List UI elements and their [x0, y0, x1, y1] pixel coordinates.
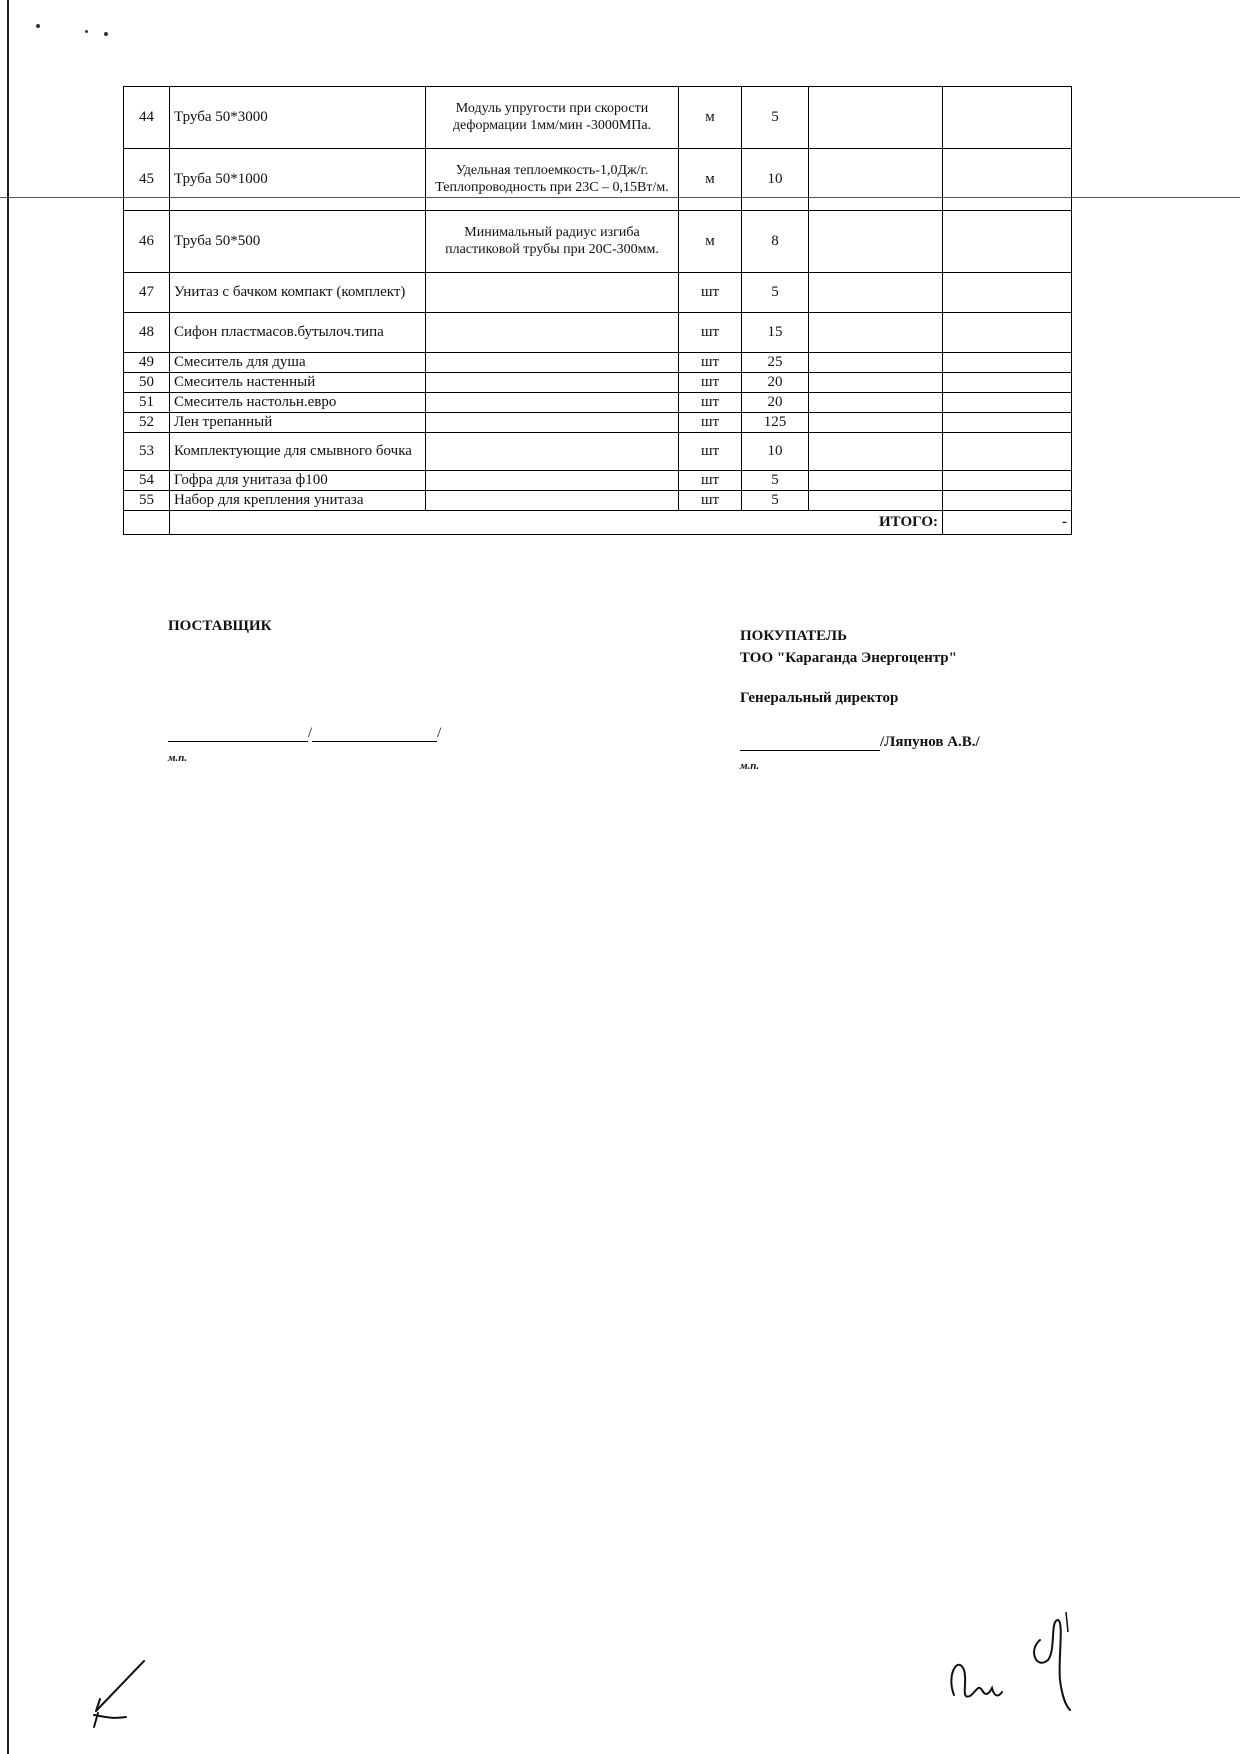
- table-row: [124, 211, 1072, 273]
- item-sum: [943, 471, 1072, 491]
- table-row: [124, 87, 1072, 149]
- item-sum: [943, 149, 1072, 211]
- row-number: 55: [124, 491, 170, 511]
- row-number: 53: [124, 433, 170, 471]
- table-row: [124, 149, 1072, 211]
- item-spec: [426, 491, 679, 511]
- row-number: 44: [124, 87, 170, 149]
- table-row: [124, 373, 1072, 393]
- item-price: [809, 491, 943, 511]
- item-spec: [426, 313, 679, 353]
- item-quantity: 20: [742, 373, 809, 393]
- row-number: 45: [124, 149, 170, 211]
- item-unit: м: [679, 87, 742, 149]
- buyer-position: Генеральный директор: [740, 690, 899, 706]
- item-price: [809, 149, 943, 211]
- item-name: Смеситель настольн.евро: [170, 393, 426, 413]
- signature-mark-right: [940, 1600, 1100, 1720]
- item-spec: Модуль упругости при скорости деформации 1мм/мин -3000МПа.: [426, 87, 679, 149]
- total-label: ИТОГО:: [170, 511, 943, 535]
- table-row: [124, 273, 1072, 313]
- supplier-slash-1: /: [308, 725, 313, 741]
- row-number: 49: [124, 353, 170, 373]
- item-spec: [426, 273, 679, 313]
- item-spec: Удельная теплоемкость-1,0Дж/г. Теплопроводность при 23С – 0,15Вт/м.: [426, 149, 679, 211]
- item-quantity: 10: [742, 433, 809, 471]
- item-name: Гофра для унитаза ф100: [170, 471, 426, 491]
- buyer-heading: ПОКУПАТЕЛЬ: [740, 628, 848, 644]
- row-number: 47: [124, 273, 170, 313]
- scan-speck: [36, 24, 40, 28]
- item-sum: [943, 413, 1072, 433]
- item-spec: [426, 413, 679, 433]
- item-sum: [943, 273, 1072, 313]
- item-unit: шт: [679, 273, 742, 313]
- item-price: [809, 313, 943, 353]
- table-row: [124, 491, 1072, 511]
- item-unit: шт: [679, 393, 742, 413]
- items-table-body: [124, 87, 1072, 511]
- supplier-signature-field: [168, 725, 308, 742]
- scan-speck: [85, 30, 88, 33]
- row-number: 48: [124, 313, 170, 353]
- row-number: 46: [124, 211, 170, 273]
- item-name: Труба 50*500: [170, 211, 426, 273]
- item-unit: шт: [679, 313, 742, 353]
- item-sum: [943, 211, 1072, 273]
- row-number: 51: [124, 393, 170, 413]
- item-quantity: 8: [742, 211, 809, 273]
- item-unit: шт: [679, 413, 742, 433]
- supplier-name-field: [312, 725, 437, 742]
- item-spec: [426, 373, 679, 393]
- scan-speck: [104, 32, 108, 36]
- item-price: [809, 471, 943, 491]
- item-quantity: 125: [742, 413, 809, 433]
- table-row: [124, 471, 1072, 491]
- supplier-heading: ПОСТАВЩИК: [168, 618, 272, 634]
- table-row: [124, 353, 1072, 373]
- item-sum: [943, 491, 1072, 511]
- item-unit: шт: [679, 471, 742, 491]
- item-quantity: 5: [742, 491, 809, 511]
- table-row: [124, 413, 1072, 433]
- item-spec: [426, 433, 679, 471]
- table-row: [124, 433, 1072, 471]
- supplier-signature-line: [168, 725, 441, 742]
- item-quantity: 25: [742, 353, 809, 373]
- buyer-signature-field: [740, 734, 880, 751]
- item-spec: Минимальный радиус изгиба пластиковой трубы при 20С-300мм.: [426, 211, 679, 273]
- item-price: [809, 373, 943, 393]
- row-number: 54: [124, 471, 170, 491]
- item-sum: [943, 433, 1072, 471]
- item-sum: [943, 373, 1072, 393]
- item-name: Труба 50*3000: [170, 87, 426, 149]
- item-name: Унитаз с бачком компакт (комплект): [170, 273, 426, 313]
- item-price: [809, 413, 943, 433]
- buyer-stamp: м.п.: [740, 760, 760, 772]
- item-quantity: 20: [742, 393, 809, 413]
- buyer-company: ТОО "Караганда Энергоцентр": [740, 650, 957, 666]
- initials-mark-left: [86, 1655, 156, 1735]
- supplier-block: [168, 618, 271, 635]
- item-sum: [943, 393, 1072, 413]
- item-quantity: 5: [742, 273, 809, 313]
- item-spec: [426, 353, 679, 373]
- item-unit: шт: [679, 433, 742, 471]
- item-sum: [943, 353, 1072, 373]
- item-name: Смеситель настенный: [170, 373, 426, 393]
- supplier-stamp: м.п.: [168, 752, 188, 764]
- item-quantity: 5: [742, 471, 809, 491]
- table-row: [124, 313, 1072, 353]
- item-unit: шт: [679, 373, 742, 393]
- item-price: [809, 433, 943, 471]
- buyer-signature-line: [740, 734, 980, 751]
- item-quantity: 10: [742, 149, 809, 211]
- items-table: [123, 86, 1072, 535]
- buyer-signatory: /Ляпунов А.В./: [880, 734, 980, 750]
- row-number: 50: [124, 373, 170, 393]
- item-name: Смеситель для душа: [170, 353, 426, 373]
- item-quantity: 5: [742, 87, 809, 149]
- item-spec: [426, 393, 679, 413]
- item-price: [809, 393, 943, 413]
- total-row: [124, 511, 1072, 535]
- supplier-slash-2: /: [437, 725, 442, 741]
- item-name: Набор для крепления унитаза: [170, 491, 426, 511]
- total-value: -: [943, 511, 1072, 535]
- item-price: [809, 211, 943, 273]
- item-name: Труба 50*1000: [170, 149, 426, 211]
- item-price: [809, 87, 943, 149]
- total-empty-cell: [124, 511, 170, 535]
- scan-left-border: [7, 0, 9, 1754]
- item-sum: [943, 313, 1072, 353]
- table-row: [124, 393, 1072, 413]
- item-unit: м: [679, 211, 742, 273]
- item-unit: шт: [679, 353, 742, 373]
- item-price: [809, 273, 943, 313]
- item-name: Комплектующие для смывного бочка: [170, 433, 426, 471]
- item-unit: м: [679, 149, 742, 211]
- item-price: [809, 353, 943, 373]
- row-number: 52: [124, 413, 170, 433]
- item-spec: [426, 471, 679, 491]
- item-name: Лен трепанный: [170, 413, 426, 433]
- buyer-block: [740, 625, 957, 669]
- item-unit: шт: [679, 491, 742, 511]
- item-quantity: 15: [742, 313, 809, 353]
- item-name: Сифон пластмасов.бутылоч.типа: [170, 313, 426, 353]
- item-sum: [943, 87, 1072, 149]
